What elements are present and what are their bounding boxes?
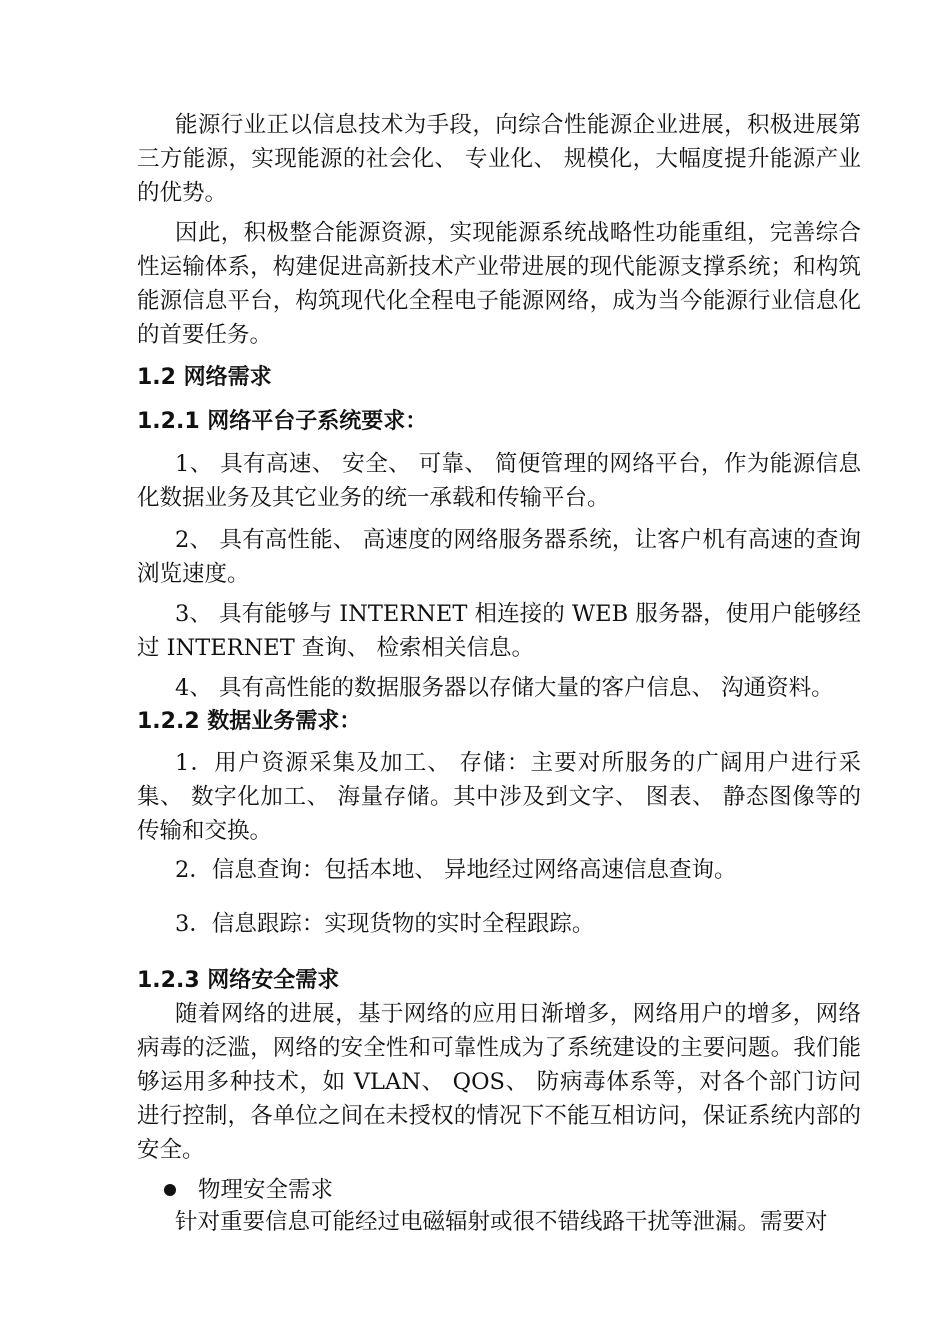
security-paragraph: 随着网络的进展，基于网络的应用日渐增多，网络用户的增多，网络病毒的泛滥，网络的安全性和可靠性成为了系统建设的主要问题。我们能够运用多种技术，如 VLAN、 QOS、 防病毒体系等，对各个部门访问进行控制，各单位之间在未授权的情况下不能互相访问，保证系统内部的安全。	[137, 1001, 861, 1163]
data-requirement-2: 2．信息查询：包括本地、 异地经过网络高速信息查询。	[175, 857, 737, 883]
section-heading-1-2-2: 1.2.2 数据业务需求：	[137, 709, 362, 734]
platform-requirement-4: 4、 具有高性能的数据服务器以存储大量的客户信息、 沟通资料。	[175, 675, 834, 701]
intro-paragraph: 能源行业正以信息技术为手段，向综合性能源企业进展，积极进展第三方能源，实现能源的社会化、 专业化、 规模化，大幅度提升能源产业的优势。	[137, 112, 861, 206]
data-requirement-1: 1．用户资源采集及加工、 存储：主要对所服务的广阔用户进行采集、 数字化加工、 海量存储。其中涉及到文字、 图表、 静态图像等的传输和交换。	[137, 750, 861, 844]
platform-requirement-1: 1、 具有高速、 安全、 可靠、 简便管理的网络平台，作为能源信息化数据业务及其它业务的统一承载和传输平台。	[137, 451, 861, 511]
platform-requirement-2: 2、 具有高性能、 高速度的网络服务器系统，让客户机有高速的查询浏览速度。	[137, 527, 861, 587]
section-heading-1-2: 1.2 网络需求	[137, 365, 272, 390]
strategy-paragraph: 因此，积极整合能源资源，实现能源系统战略性功能重组，完善综合性运输体系，构建促进高新技术产业带进展的现代能源支撑系统；和构筑能源信息平台，构筑现代化全程电子能源网络，成为当今能源行业信息化的首要任务。	[137, 220, 861, 348]
physical-security-paragraph: 针对重要信息可能经过电磁辐射或很不错线路干扰等泄漏。需要对	[175, 1209, 828, 1235]
section-heading-1-2-3: 1.2.3 网络安全需求	[137, 968, 340, 993]
data-requirement-3: 3．信息跟踪：实现货物的实时全程跟踪。	[175, 911, 595, 937]
bullet-label: 物理安全需求	[198, 1177, 334, 1203]
bullet-icon	[164, 1184, 176, 1196]
section-heading-1-2-1: 1.2.1 网络平台子系统要求：	[137, 409, 428, 434]
bullet-item-physical-security	[164, 1173, 864, 1207]
platform-requirement-3: 3、 具有能够与 INTERNET 相连接的 WEB 服务器，使用户能够经过 INTERNET 查询、 检索相关信息。	[137, 601, 861, 661]
